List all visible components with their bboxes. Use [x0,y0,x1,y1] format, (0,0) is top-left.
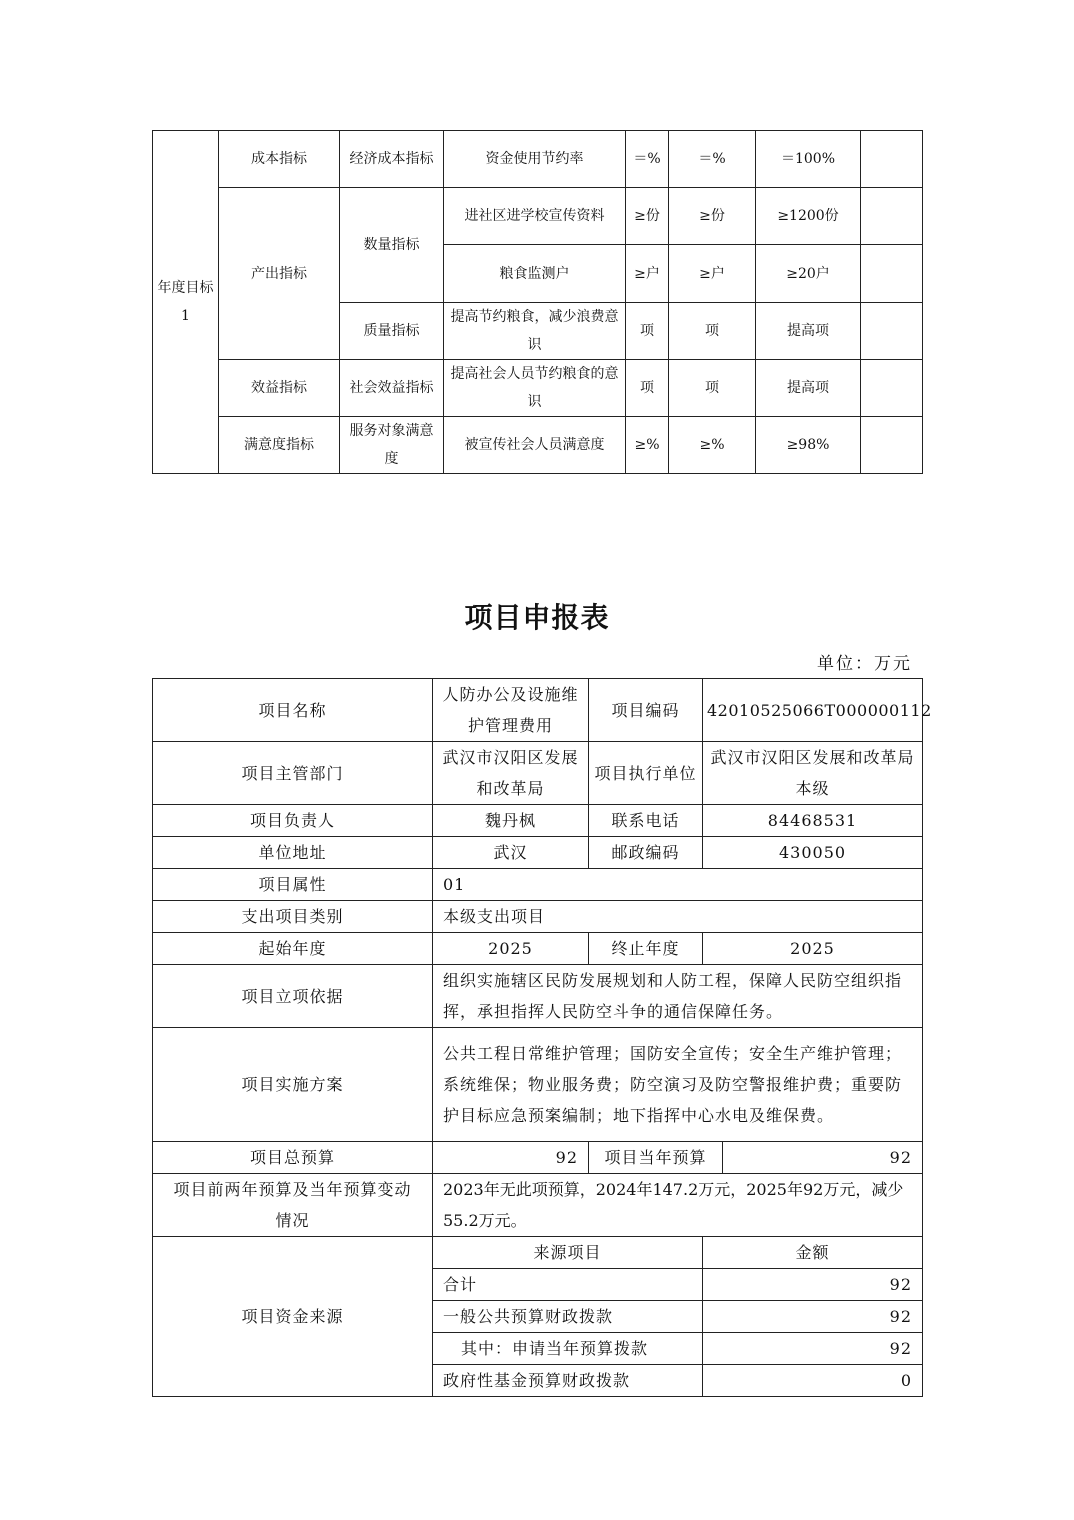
indicator-name: 提高节约粮食，减少浪费意识 [444,303,626,360]
indicator-note [861,417,923,474]
indicator-target: 提高项 [756,303,861,360]
indicator-value: 项 [626,360,669,417]
indicator-note [861,303,923,360]
postal-code: 430050 [703,837,923,869]
fund-amount: 92 [703,1333,923,1365]
indicator-target: ≥98% [756,417,861,474]
indicator-value: 项 [626,303,669,360]
field-label: 单位地址 [153,837,433,869]
field-label: 终止年度 [589,933,703,965]
expense-category: 本级支出项目 [433,901,923,933]
indicator-note [861,131,923,188]
project-name: 人防办公及设施维护管理费用 [433,679,589,742]
indicator-value: ＝% [669,131,756,188]
fund-amount: 92 [703,1269,923,1301]
fund-amount-header: 金额 [703,1237,923,1269]
indicator-note [861,245,923,303]
field-label: 项目主管部门 [153,742,433,805]
indicator-value: ≥份 [626,188,669,245]
indicator-name: 提高社会人员节约粮食的意识 [444,360,626,417]
project-application-table [152,678,932,1397]
goal-label: 年度目标1 [153,131,219,474]
fund-source: 政府性基金预算财政拨款 [433,1365,703,1397]
field-label: 邮政编码 [589,837,703,869]
indicator-name: 粮食监测户 [444,245,626,303]
field-label: 项目名称 [153,679,433,742]
unit-address: 武汉 [433,837,589,869]
current-year-budget: 92 [723,1142,923,1174]
field-label: 项目立项依据 [153,965,433,1028]
level1-indicator: 效益指标 [219,360,340,417]
level2-indicator: 服务对象满意度 [340,417,444,474]
start-year: 2025 [433,933,589,965]
fund-amount: 92 [703,1301,923,1333]
indicator-target: ＝100% [756,131,861,188]
project-basis: 组织实施辖区民防发展规划和人防工程，保障人民防空组织指挥，承担指挥人民防空斗争的通信保障任务。 [433,965,923,1028]
field-label: 项目前两年预算及当年预算变动情况 [153,1174,433,1237]
field-label: 项目总预算 [153,1142,433,1174]
indicator-value: ≥% [626,417,669,474]
project-code: 42010525066T000000112 [703,679,923,742]
project-leader: 魏丹枫 [433,805,589,837]
end-year: 2025 [703,933,923,965]
indicator-name: 资金使用节约率 [444,131,626,188]
level2-indicator: 社会效益指标 [340,360,444,417]
indicator-value: ≥户 [669,245,756,303]
executing-unit: 武汉市汉阳区发展和改革局本级 [703,742,923,805]
indicator-value: ≥份 [669,188,756,245]
contact-phone: 84468531 [703,805,923,837]
field-label: 项目属性 [153,869,433,901]
level1-indicator: 产出指标 [219,188,340,360]
level2-indicator: 数量指标 [340,188,444,303]
fund-source: 合计 [433,1269,703,1301]
indicator-note [861,188,923,245]
performance-goal-table [152,130,923,474]
indicator-name: 被宣传社会人员满意度 [444,417,626,474]
indicator-value: 项 [669,360,756,417]
fund-source-header: 来源项目 [433,1237,703,1269]
total-budget: 92 [433,1142,589,1174]
indicator-target: ≥1200份 [756,188,861,245]
supervising-dept: 武汉市汉阳区发展和改革局 [433,742,589,805]
unit-label: 单位：万元 [817,654,912,674]
field-label: 起始年度 [153,933,433,965]
level2-indicator: 质量指标 [340,303,444,360]
indicator-value: ≥% [669,417,756,474]
indicator-note [861,360,923,417]
fund-amount: 0 [703,1365,923,1397]
field-label: 联系电话 [589,805,703,837]
field-label: 项目执行单位 [589,742,703,805]
indicator-value: 项 [669,303,756,360]
indicator-target: ≥20户 [756,245,861,303]
field-label: 支出项目类别 [153,901,433,933]
budget-change: 2023年无此项预算，2024年147.2万元，2025年92万元，减少55.2万元。 [433,1174,923,1237]
indicator-value: ≥户 [626,245,669,303]
page-title: 项目申报表 [464,601,610,634]
level2-indicator: 经济成本指标 [340,131,444,188]
field-label: 项目当年预算 [589,1142,723,1174]
implementation-plan: 公共工程日常维护管理；国防安全宣传；安全生产维护管理；系统维保；物业服务费；防空演习及防空警报维护费；重要防护目标应急预案编制；地下指挥中心水电及维保费。 [433,1028,923,1142]
indicator-target: 提高项 [756,360,861,417]
indicator-name: 进社区进学校宣传资料 [444,188,626,245]
field-label: 项目负责人 [153,805,433,837]
project-attribute: 01 [433,869,923,901]
fund-source: 一般公共预算财政拨款 [433,1301,703,1333]
field-label: 项目实施方案 [153,1028,433,1142]
fund-source: 其中：申请当年预算拨款 [433,1333,703,1365]
level1-indicator: 成本指标 [219,131,340,188]
field-label: 项目编码 [589,679,703,742]
level1-indicator: 满意度指标 [219,417,340,474]
indicator-value: ＝% [626,131,669,188]
field-label: 项目资金来源 [153,1237,433,1397]
